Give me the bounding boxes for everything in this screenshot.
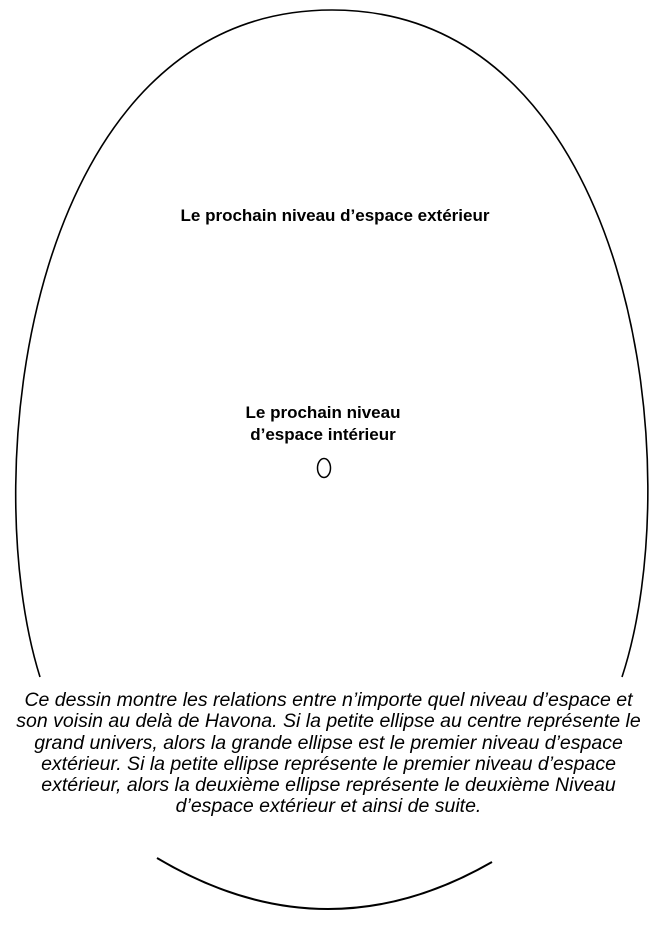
inner-label-line-2: d’espace intérieur — [250, 425, 396, 444]
grand-universe-small-ellipse — [318, 459, 331, 478]
outer-space-ellipse-lower — [157, 858, 492, 909]
outer-space-level-label: Le prochain niveau d’espace extérieur — [180, 206, 490, 225]
inner-label-line-1: Le prochain niveau — [245, 403, 401, 422]
inner-space-level-label — [173, 402, 473, 446]
outer-space-ellipse-upper — [16, 10, 648, 677]
diagram-caption: Ce dessin montre les relations entre n’importe quel niveau d’espace et son voisin au delà de Havona. Si la petite ellipse au centre représente le grand univers, alors la grande ellipse est le premier niveau d’espace extérieur. Si la petite ellipse représente le premier niveau d’espace extérieur, alors la deuxième ellipse représente le deuxième Niveau d’espace extérieur et ainsi de suite. — [16, 689, 641, 818]
